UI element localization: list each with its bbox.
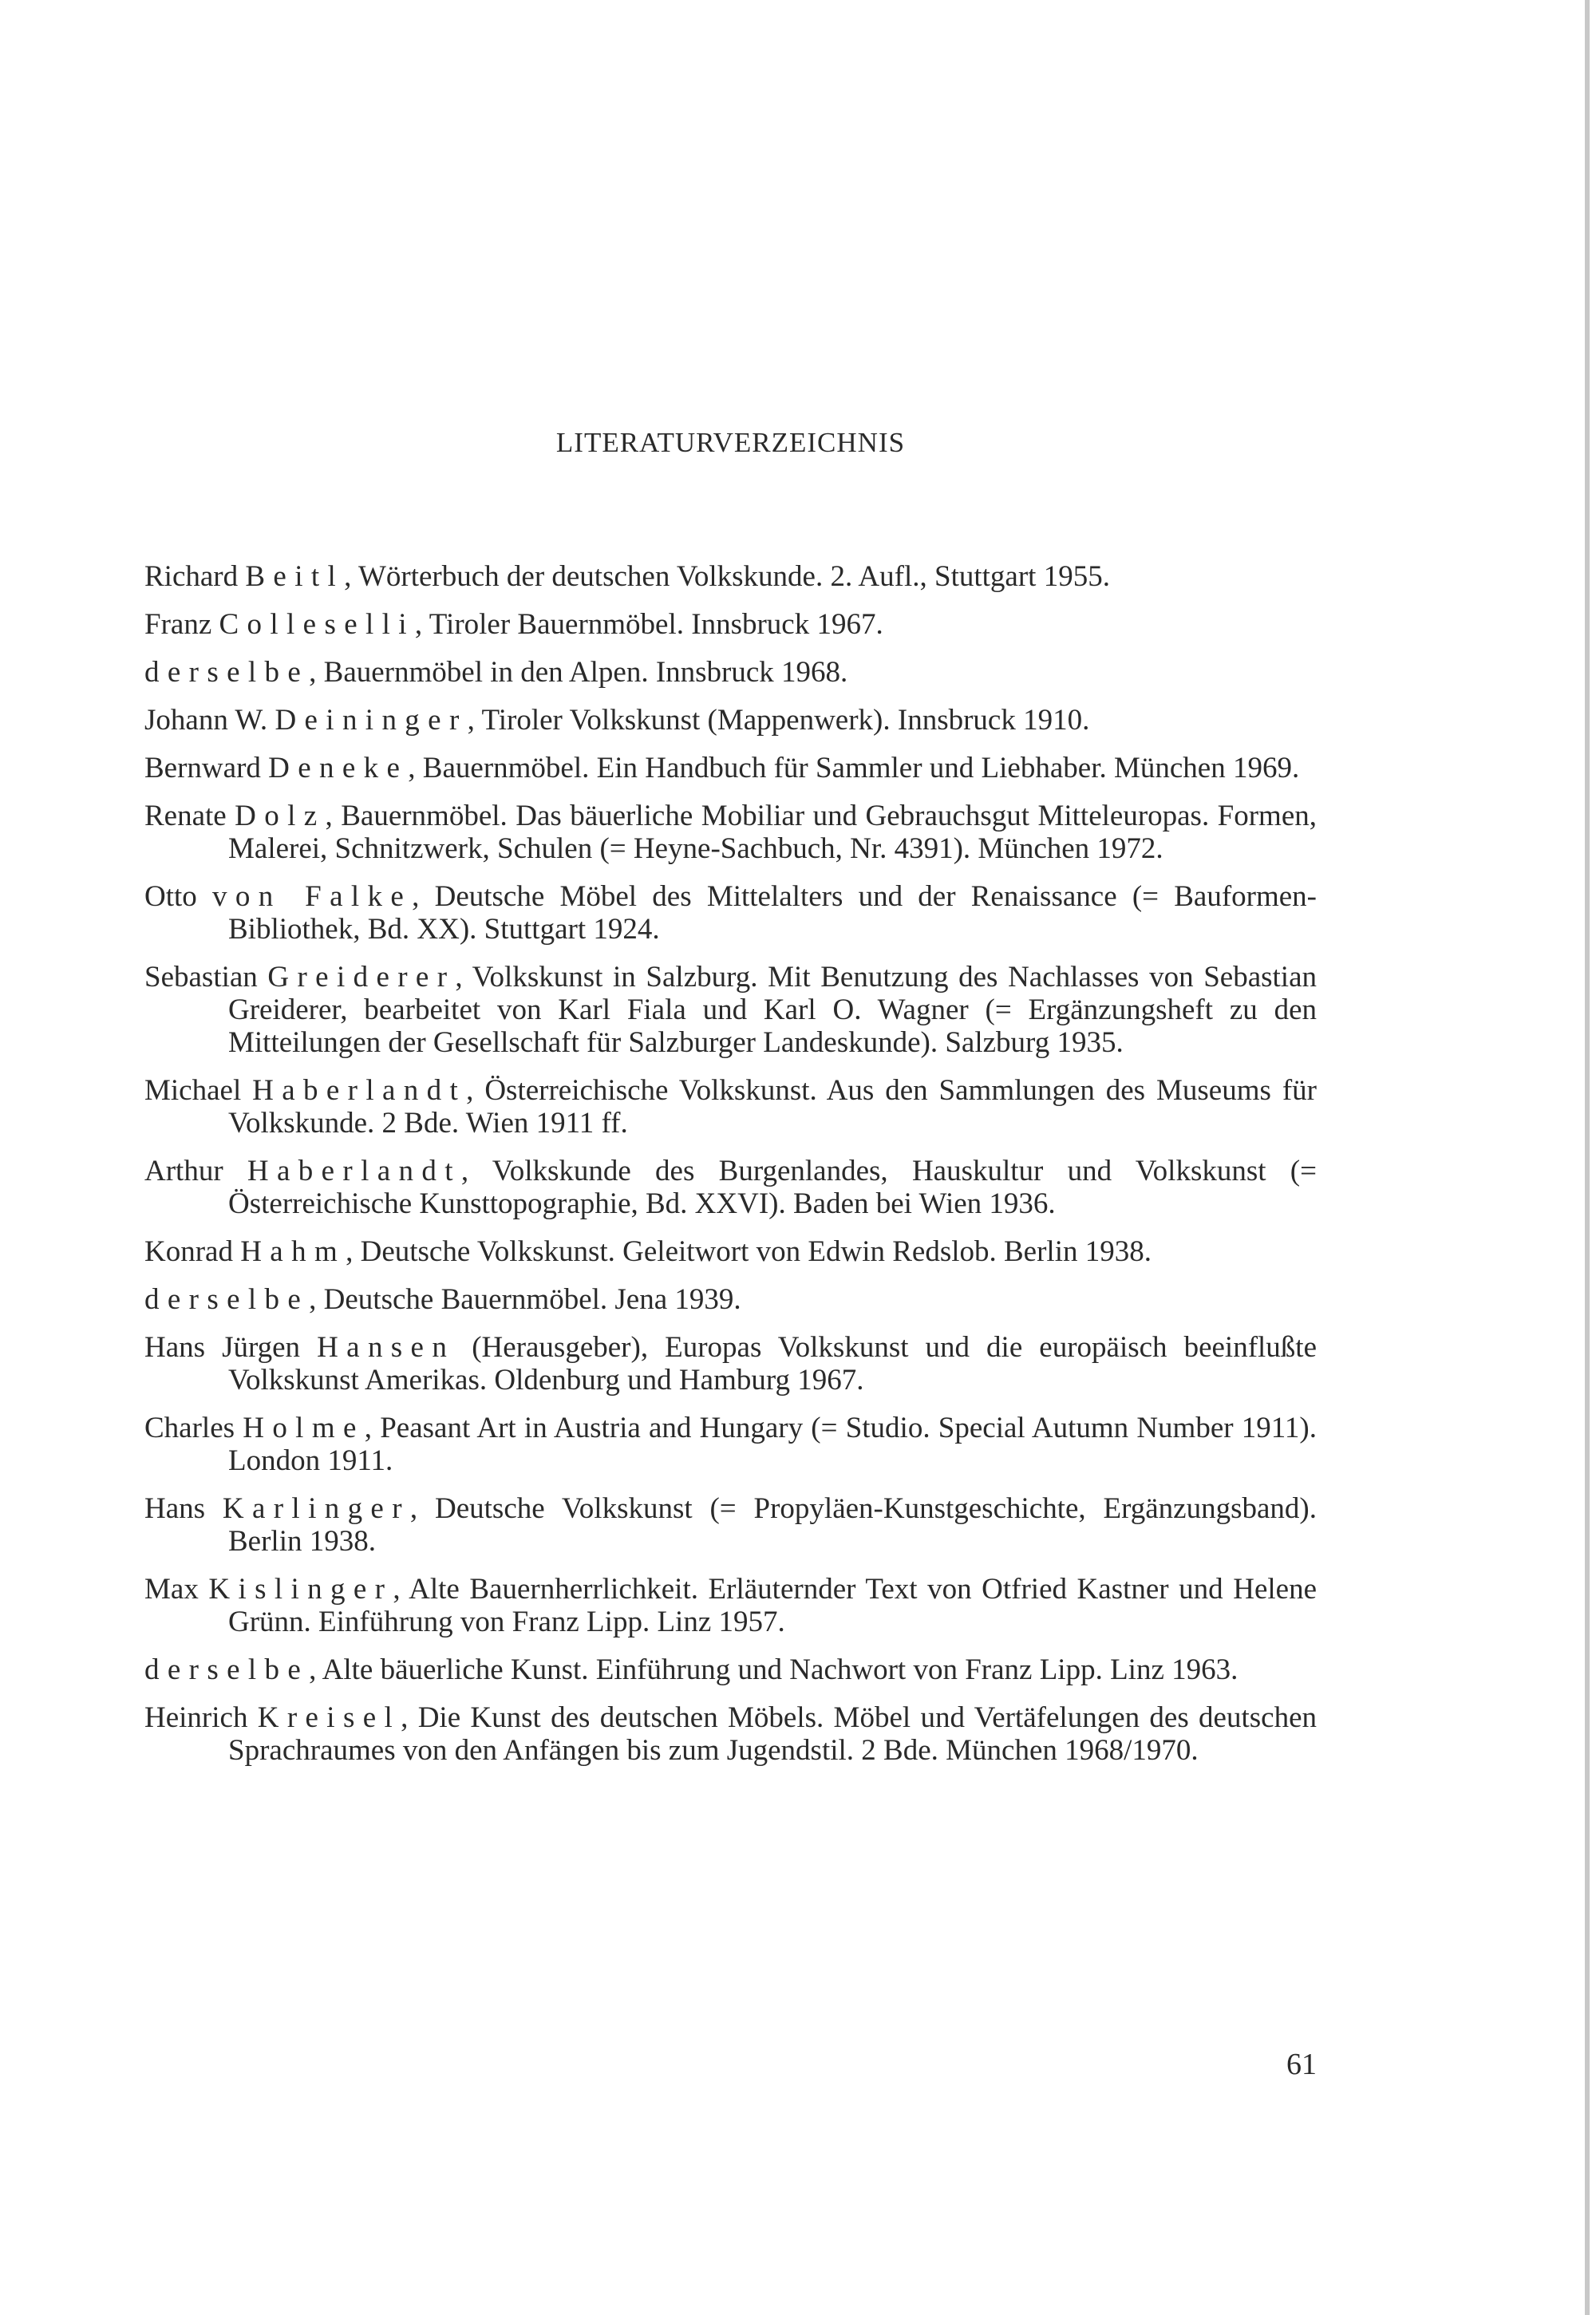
entry-text: , Deutsche Volkskunst. Geleitwort von Edwin Redslob. Berlin 1938. [346,1235,1152,1268]
bibliography-entry [144,752,1317,784]
bibliography-entry [144,961,1317,1059]
entry-text: , Peasant Art in Austria and Hungary (= Studio. Special Autumn Number 1911). London 1911. [228,1412,1317,1477]
entry-text: , Volkskunde des Burgenlandes, Hauskultur und Volkskunst (= Österreichische Kunsttopographie, Bd. XXVI). Baden bei Wien 1936. [228,1155,1317,1220]
entry-prefix: Hans Jürgen [144,1331,318,1364]
entry-author-name: Colleselli [219,608,415,641]
entry-author-name: Greiderer [267,961,456,994]
entry-text: , Tiroler Volkskunst (Mappenwerk). Innsbruck 1910. [467,704,1090,737]
bibliography-list [144,560,1317,1782]
entry-text: , Alte bäuerliche Kunst. Einführung und Nachwort von Franz Lipp. Linz 1963. [309,1653,1238,1686]
entry-prefix: Renate [144,800,235,832]
entry-author-name: Hansen [317,1331,456,1364]
entry-author-name: Karlinger [222,1492,410,1525]
bibliography-entry [144,1331,1317,1397]
entry-text: , Deutsche Möbel des Mittelalters und der Renaissance (= Bauformen-Bibliothek, Bd. XX). Stuttgart 1924. [228,880,1317,946]
entry-prefix: Sebastian [144,961,268,994]
entry-prefix: Franz [144,608,219,641]
entry-text: , Österreichische Volkskunst. Aus den Sammlungen des Museums für Volkskunde. 2 Bde. Wien 1911 ff. [228,1074,1317,1140]
entry-prefix: Hans [144,1492,223,1525]
bibliography-entry [144,656,1317,689]
bibliography-entry [144,560,1317,593]
bibliography-entry [144,800,1317,865]
entry-prefix: Konrad [144,1235,241,1268]
bibliography-entry [144,880,1317,946]
bibliography-entry [144,1235,1317,1268]
bibliography-entry [144,1412,1317,1477]
entry-prefix: Heinrich [144,1701,258,1734]
bibliography-entry [144,1155,1317,1220]
bibliography-entry [144,608,1317,641]
entry-text: , Alte Bauernherrlichkeit. Erläuternder Text von Otfried Kastner und Helene Grünn. Einführung von Franz Lipp. Linz 1957. [228,1573,1317,1638]
entry-author-name: Haberlandt [252,1074,467,1107]
entry-text: (Herausgeber), Europas Volkskunst und die europäisch beeinflußte Volkskunst Amerikas. Oldenburg und Hamburg 1967. [228,1331,1317,1397]
entry-prefix: Richard [144,560,246,593]
entry-text: , Bauernmöbel in den Alpen. Innsbruck 1968. [309,656,848,689]
entry-text: , Deutsche Volkskunst (= Propyläen-Kunstgeschichte, Ergänzungsband). Berlin 1938. [228,1492,1317,1558]
entry-text: , Tiroler Bauernmöbel. Innsbruck 1967. [414,608,883,641]
entry-prefix: Otto [144,880,212,913]
entry-text: , Bauernmöbel. Das bäuerliche Mobiliar und Gebrauchsgut Mitteleuropas. Formen, Malerei, Schnitzwerk, Schulen (= Heyne-Sachbuch, Nr. 4391). München 1972. [228,800,1317,865]
entry-author-name: Holme [243,1412,365,1444]
entry-author-name: derselbe [144,1653,310,1686]
entry-author-name: von Falke [212,880,413,913]
entry-author-name: derselbe [144,1283,310,1316]
bibliography-entry [144,1492,1317,1558]
entry-author-name: Deneke [268,752,409,784]
bibliography-entry [144,1283,1317,1316]
bibliography-entry [144,1701,1317,1767]
entry-text: , Deutsche Bauernmöbel. Jena 1939. [309,1283,741,1316]
entry-text: , Bauernmöbel. Ein Handbuch für Sammler und Liebhaber. München 1969. [408,752,1300,784]
entry-prefix: Arthur [144,1155,247,1187]
page-edge [1585,0,1590,2315]
entry-author-name: Kreisel [257,1701,401,1734]
entry-author-name: derselbe [144,656,310,689]
bibliography-entry [144,1074,1317,1140]
entry-prefix: Johann W. [144,704,275,737]
entry-prefix: Charles [144,1412,243,1444]
bibliography-entry [144,1653,1317,1686]
entry-prefix: Max [144,1573,209,1606]
entry-text: , Wörterbuch der deutschen Volkskunde. 2. Aufl., Stuttgart 1955. [344,560,1110,593]
entry-author-name: Hahm [240,1235,346,1268]
bibliography-entry [144,704,1317,737]
entry-author-name: Haberlandt [247,1155,461,1187]
bibliography-entry [144,1573,1317,1638]
entry-text: , Volkskunst in Salzburg. Mit Benutzung des Nachlasses von Sebastian Greiderer, bearbeitet von Karl Fiala und Karl O. Wagner (= Ergänzungsheft zu den Mitteilungen der Gesellschaft für Salzburger Landeskunde). Salzburg 1935. [228,961,1317,1059]
entry-author-name: Beitl [245,560,345,593]
entry-text: , Die Kunst des deutschen Möbels. Möbel und Vertäfelungen des deutschen Sprachraumes von den Anfängen bis zum Jugendstil. 2 Bde. München 1968/1970. [228,1701,1317,1767]
entry-author-name: Dolz [235,800,326,832]
entry-prefix: Michael [144,1074,253,1107]
page-title: LITERATURVERZEICHNIS [555,427,906,458]
page-number: 61 [1286,2048,1317,2081]
entry-prefix: Bernward [144,752,269,784]
entry-author-name: Kislinger [208,1573,393,1606]
entry-author-name: Deininger [275,704,468,737]
